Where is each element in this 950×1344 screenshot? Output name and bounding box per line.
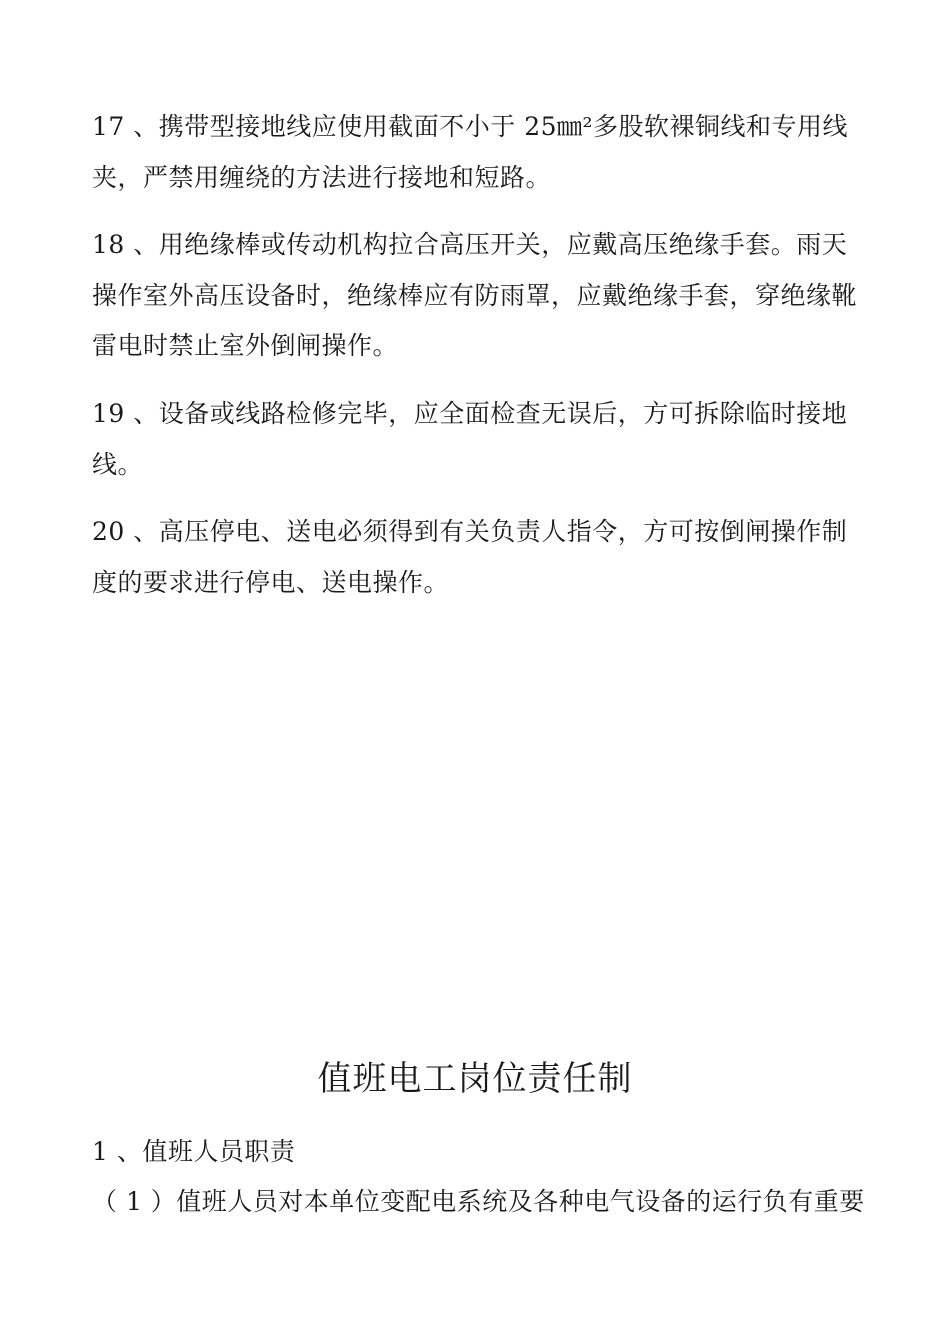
section-title: 值班电工岗位责任制 bbox=[317, 1059, 633, 1099]
rule-18-line-3: 雷电时禁止室外倒闸操作。 bbox=[92, 331, 399, 360]
duty-heading-1: 1 、值班人员职责 bbox=[92, 1137, 296, 1166]
rule-18-line-2: 操作室外高压设备时，绝缘棒应有防雨罩，应戴绝缘手套，穿绝缘靴 bbox=[92, 281, 858, 310]
rule-20-line-1: 20 、高压停电、送电必须得到有关负责人指令，方可按倒闸操作制 bbox=[92, 517, 848, 546]
rule-18-line-1: 18 、用绝缘棒或传动机构拉合高压开关，应戴高压绝缘手套。雨天 bbox=[92, 230, 848, 259]
rule-20-line-2: 度的要求进行停电、送电操作。 bbox=[92, 568, 450, 597]
duty-item-1-line-1: （ 1 ）值班人员对本单位变配电系统及各种电气设备的运行负有重要 bbox=[92, 1187, 865, 1216]
rule-19-line-2: 线。 bbox=[92, 450, 144, 479]
rule-17-line-1: 17 、携带型接地线应使用截面不小于 25㎜²多股软裸铜线和专用线 bbox=[92, 112, 849, 141]
rule-19-line-1: 19 、设备或线路检修完毕，应全面检查无误后，方可拆除临时接地 bbox=[92, 399, 848, 428]
rule-17-line-2: 夹，严禁用缠绕的方法进行接地和短路。 bbox=[92, 163, 552, 192]
